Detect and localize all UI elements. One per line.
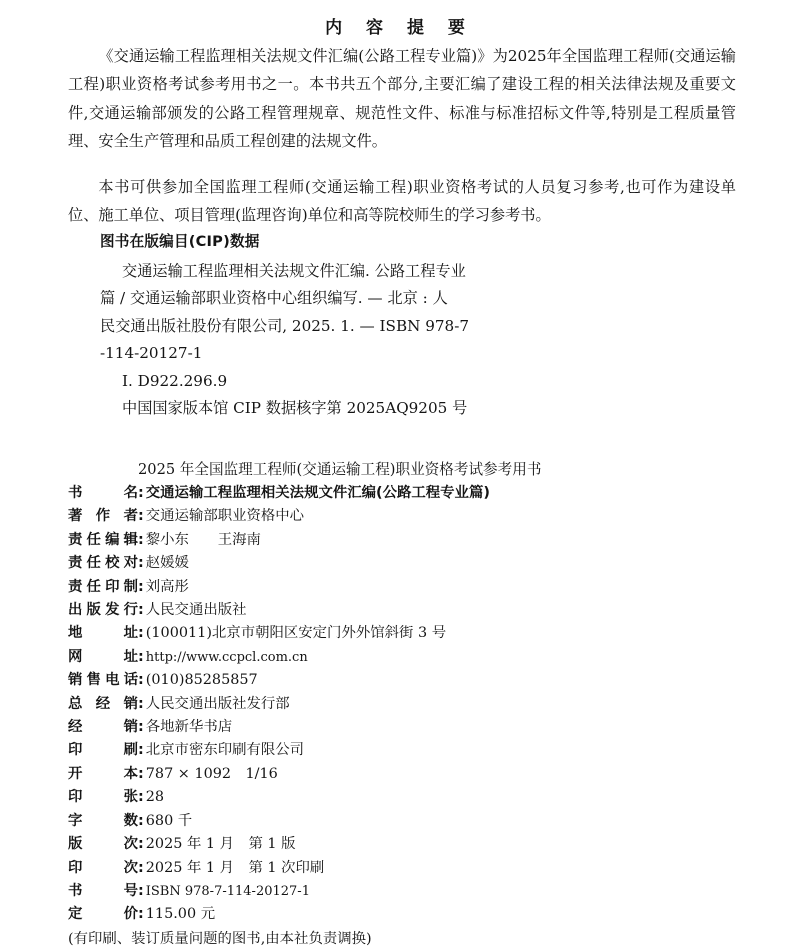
colophon-row [68, 716, 728, 739]
colophon-section [68, 458, 728, 951]
colophon-row [68, 693, 728, 716]
colophon-row-value: 680 千 [145, 812, 193, 829]
colophon-row-colon: : [138, 485, 144, 501]
colophon-row-label: 责任编辑 [68, 531, 138, 548]
abstract-section-title: 内 容 提 要 [325, 18, 474, 38]
colophon-row [68, 646, 728, 669]
colophon-row-colon: : [138, 859, 144, 876]
colophon-row-colon: : [138, 719, 144, 736]
cip-data-section [100, 228, 570, 423]
colophon-row-colon: : [138, 672, 144, 689]
colophon-row [68, 505, 728, 528]
colophon-row-colon: : [138, 765, 144, 782]
colophon-row-colon: : [138, 789, 144, 806]
colophon-row-label: 印张 [68, 789, 138, 806]
colophon-row-label: 地址 [68, 625, 138, 642]
cip-heading: 图书在版编目(CIP)数据 [100, 233, 260, 250]
colophon-row-label: 责任印制 [68, 578, 138, 595]
colophon-row [68, 857, 728, 880]
colophon-row-value: 交通运输部职业资格中心 [145, 508, 305, 525]
cip-line: 篇 / 交通运输部职业资格中心组织编写. — 北京 : 人 [100, 289, 448, 307]
colophon-header-line: 2025 年全国监理工程师(交通运输工程)职业资格考试参考用书 [138, 461, 542, 478]
colophon-rows [68, 482, 728, 927]
colophon-row-value: (010)85285857 [145, 672, 258, 689]
abstract-body [68, 42, 736, 230]
colophon-row-label: 印刷 [68, 742, 138, 759]
colophon-row [68, 599, 728, 622]
colophon-row-colon: : [138, 812, 144, 829]
colophon-row-value: 交通运输工程监理相关法规文件汇编(公路工程专业篇) [145, 485, 490, 501]
colophon-row-label: 字数 [68, 812, 138, 829]
cip-body [78, 258, 570, 423]
colophon-row [68, 880, 728, 903]
colophon-row [68, 786, 728, 809]
colophon-row-label: 出版发行 [68, 602, 138, 619]
colophon-row [68, 810, 728, 833]
colophon-row-label: 开本 [68, 765, 138, 782]
colophon-row-value: 北京市密东印刷有限公司 [145, 742, 305, 759]
colophon-row-label: 版次 [68, 836, 138, 853]
colophon-quality-note: (有印刷、装订质量问题的图书,由本社负责调换) [68, 930, 372, 947]
colophon-row [68, 482, 728, 505]
colophon-row-label: 定价 [68, 906, 138, 923]
colophon-row-colon: : [138, 882, 144, 899]
colophon-row-value: 28 [145, 789, 165, 806]
colophon-row-value: 2025 年 1 月 第 1 次印刷 [145, 859, 325, 876]
colophon-row-colon: : [138, 906, 144, 923]
colophon-row-colon: : [138, 508, 144, 525]
colophon-row [68, 576, 728, 599]
colophon-row-colon: : [138, 602, 144, 619]
colophon-row-label: 总经销 [68, 695, 138, 712]
colophon-row-colon: : [138, 578, 144, 595]
colophon-row-label: 印次 [68, 859, 138, 876]
colophon-row-value: 赵媛媛 [145, 555, 189, 572]
abstract-paragraph: 本书可供参加全国监理工程师(交通运输工程)职业资格考试的人员复习参考,也可作为建设单位、施工单位、项目管理(监理咨询)单位和高等院校师生的学习参考书。 [68, 178, 736, 225]
cip-line: -114-20127-1 [100, 344, 203, 362]
cip-line: 交通运输工程监理相关法规文件汇编. 公路工程专业 [122, 261, 466, 280]
abstract-paragraph: 《交通运输工程监理相关法规文件汇编(公路工程专业篇)》为2025年全国监理工程师(交通运输工程)职业资格考试参考用书之一。本书共五个部分,主要汇编了建设工程的相关法律法规及重要文件,交通运输部颁发的公路工程管理规章、规范性文件、标准与标准招标文件等,特别是工程质量管理、安全生产管理和品质工程创建的法规文件。 [68, 47, 736, 150]
colophon-row-colon: : [138, 742, 144, 759]
colophon-row-label: 著作者 [68, 508, 138, 525]
colophon-row-label: 网址 [68, 648, 138, 665]
colophon-row-label: 责任校对 [68, 555, 138, 572]
colophon-row [68, 622, 728, 645]
colophon-row [68, 529, 728, 552]
colophon-row-value: 2025 年 1 月 第 1 版 [145, 836, 296, 853]
colophon-row-value: 人民交通出版社 [145, 602, 247, 619]
colophon-row-colon: : [138, 836, 144, 853]
cip-line: 民交通出版社股份有限公司, 2025. 1. — ISBN 978-7 [100, 316, 470, 335]
colophon-row-value: ISBN 978-7-114-20127-1 [145, 883, 310, 899]
colophon-row-colon: : [138, 625, 144, 642]
colophon-row-colon: : [138, 648, 144, 665]
colophon-row-value: 刘高彤 [145, 578, 189, 595]
colophon-row [68, 669, 728, 692]
colophon-row-value: 115.00 元 [145, 906, 216, 923]
colophon-row-label: 销售电话 [68, 672, 138, 689]
colophon-row [68, 763, 728, 786]
cip-line: Ⅰ. D922.296.9 [122, 371, 228, 390]
colophon-row-colon: : [138, 695, 144, 712]
colophon-row [68, 739, 728, 762]
cip-line: 中国国家版本馆 CIP 数据核字第 2025AQ9205 号 [122, 399, 468, 417]
colophon-row [68, 552, 728, 575]
colophon-row-colon: : [138, 555, 144, 572]
colophon-row-label: 书名 [68, 485, 138, 501]
colophon-row [68, 833, 728, 856]
colophon-row [68, 903, 728, 926]
colophon-row-value: 各地新华书店 [145, 719, 233, 736]
colophon-row-label: 经销 [68, 719, 138, 736]
colophon-row-value: 人民交通出版社发行部 [145, 695, 290, 712]
colophon-row-label: 书号 [68, 882, 138, 899]
colophon-row-value: 787 × 1092 1/16 [145, 765, 278, 782]
colophon-row-value: (100011)北京市朝阳区安定门外外馆斜街 3 号 [145, 625, 447, 642]
colophon-row-value: 黎小东 王海南 [145, 531, 261, 548]
colophon-row-colon: : [138, 531, 144, 548]
colophon-row-value: http://www.ccpcl.com.cn [145, 649, 308, 665]
